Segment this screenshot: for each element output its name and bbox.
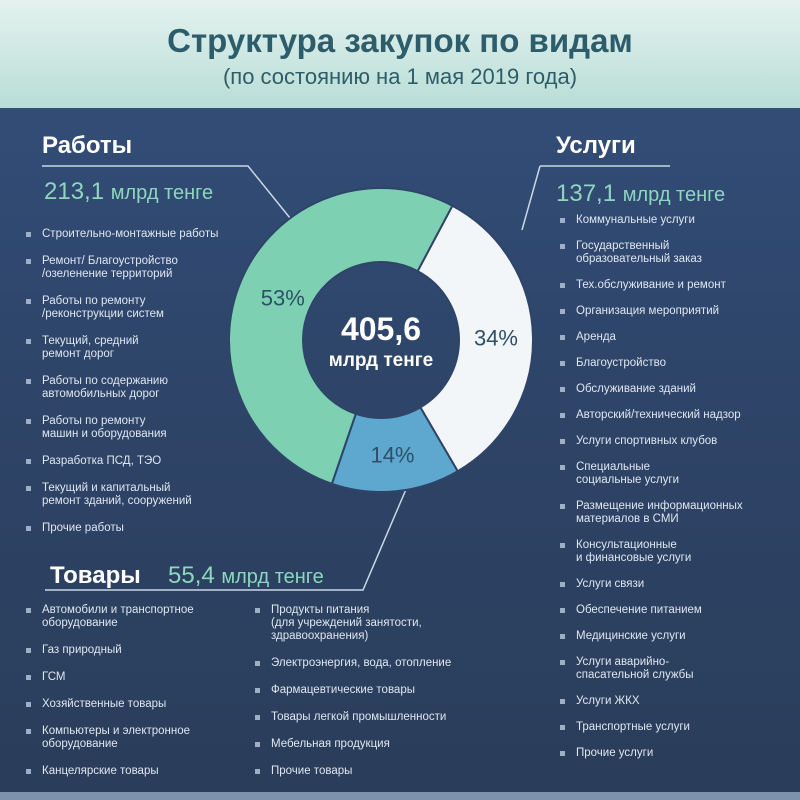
- slice-label-works: 53%: [260, 285, 305, 311]
- goods-amount: [168, 562, 324, 590]
- list-item: Услуги связи: [560, 578, 743, 591]
- list-item: Электроэнергия, вода, отопление: [255, 657, 451, 670]
- list-item: Услуги спортивных клубов: [560, 435, 743, 448]
- total-value: 405,6: [340, 311, 422, 347]
- slice-label-services: 34%: [473, 325, 518, 351]
- services-leader-line-2: [522, 166, 540, 230]
- goods-list-col1: [26, 604, 194, 792]
- list-item: Размещение информационных материалов в СМИ: [560, 500, 743, 526]
- list-item: Продукты питания (для учреждений занятости, здравоохранения): [255, 604, 451, 643]
- list-item: Обеспечение питанием: [560, 604, 743, 617]
- goods-amount-unit: млрд тенге: [221, 566, 324, 588]
- slice-label-goods: 14%: [370, 442, 415, 468]
- goods-amount-value: 55,4: [168, 562, 215, 589]
- works-amount-unit: млрд тенге: [110, 182, 214, 204]
- works-list: [26, 228, 218, 549]
- list-item: Медицинские услуги: [560, 630, 743, 643]
- list-item: Разработка ПСД, ТЭО: [26, 455, 218, 468]
- list-item: Тех.обслуживание и ремонт: [560, 279, 743, 292]
- list-item: Коммунальные услуги: [560, 214, 743, 227]
- services-list: [560, 214, 743, 773]
- list-item: Ремонт/ Благоустройство /озеленение территорий: [26, 255, 218, 281]
- list-item: Прочие работы: [26, 522, 218, 535]
- total-unit: млрд тенге: [328, 350, 434, 371]
- list-item: Товары легкой промышленности: [255, 711, 451, 724]
- page-title: Структура закупок по видам: [167, 22, 633, 59]
- services-amount: [556, 180, 725, 208]
- list-item: Фармацевтические товары: [255, 684, 451, 697]
- list-item: Газ природный: [26, 644, 194, 657]
- list-item: Работы по содержанию автомобильных дорог: [26, 375, 218, 401]
- services-amount-unit: млрд тенге: [622, 184, 726, 206]
- list-item: Строительно-монтажные работы: [26, 228, 218, 241]
- list-item: Компьютеры и электронное оборудование: [26, 725, 194, 751]
- list-item: Текущий, средний ремонт дорог: [26, 335, 218, 361]
- list-item: Обслуживание зданий: [560, 383, 743, 396]
- list-item: ГСМ: [26, 671, 194, 684]
- list-item: Прочие товары: [255, 765, 451, 778]
- list-item: Консультационные и финансовые услуги: [560, 539, 743, 565]
- list-item: Авторский/технический надзор: [560, 409, 743, 422]
- list-item: Прочие услуги: [560, 747, 743, 760]
- footer-bar: [0, 792, 800, 800]
- list-item: Канцелярские товары: [26, 765, 194, 778]
- list-item: Мебельная продукция: [255, 738, 451, 751]
- works-amount: [44, 178, 213, 206]
- services-title: Услуги: [556, 132, 636, 159]
- list-item: Транспортные услуги: [560, 721, 743, 734]
- works-title: Работы: [42, 132, 133, 159]
- services-amount-value: 137,1: [556, 180, 617, 207]
- works-amount-value: 213,1: [44, 178, 105, 205]
- list-item: Организация мероприятий: [560, 305, 743, 318]
- list-item: Специальные социальные услуги: [560, 461, 743, 487]
- list-item: Хозяйственные товары: [26, 698, 194, 711]
- goods-title: Товары: [50, 562, 141, 589]
- list-item: Работы по ремонту /реконструкции систем: [26, 295, 218, 321]
- list-item: Аренда: [560, 331, 743, 344]
- page-subtitle: (по состоянию на 1 мая 2019 года): [222, 64, 578, 89]
- list-item: Государственный образовательный заказ: [560, 240, 743, 266]
- list-item: Текущий и капитальный ремонт зданий, сооружений: [26, 482, 218, 508]
- list-item: Услуги ЖКХ: [560, 695, 743, 708]
- list-item: Автомобили и транспортное оборудование: [26, 604, 194, 630]
- list-item: Благоустройство: [560, 357, 743, 370]
- list-item: Работы по ремонту машин и оборудования: [26, 415, 218, 441]
- list-item: Услуги аварийно- спасательной службы: [560, 656, 743, 682]
- goods-list-col2: [255, 604, 451, 792]
